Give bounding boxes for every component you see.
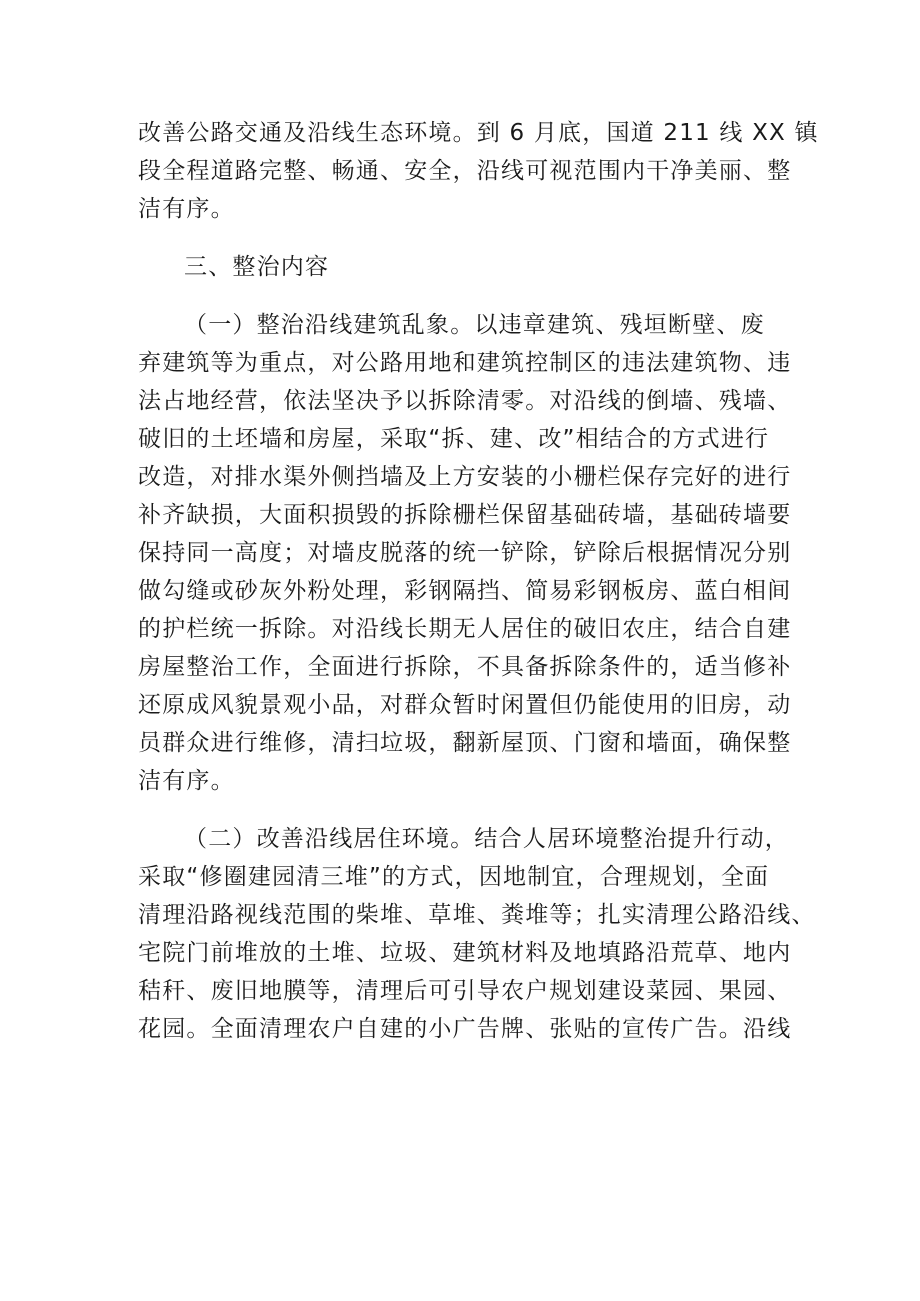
text-line: 采取“修圈建园清三堆”的方式，因地制宜，合理规划，全面	[138, 864, 770, 890]
text-line: 补齐缺损，大面积损毁的拆除栅栏保留基础砖墙，基础砖墙要	[138, 502, 792, 528]
paragraph-continuation	[138, 114, 819, 228]
text-line: 的护栏统一拆除。对沿线长期无人居住的破旧农庄，结合自建	[138, 616, 792, 642]
text-line: 宅院门前堆放的土堆、垃圾、建筑材料及地填路沿荒草、地内	[138, 940, 792, 966]
text-line: 保持同一高度；对墙皮脱落的统一铲除，铲除后根据情况分别	[138, 540, 792, 566]
text-line: 还原成风貌景观小品，对群众暂时闲置但仍能使用的旧房，动	[138, 692, 792, 718]
text-line: 破旧的土坯墙和房屋，采取“拆、建、改”相结合的方式进行	[138, 426, 770, 452]
text-line: 清理沿路视线范围的柴堆、草堆、粪堆等；扎实清理公路沿线、	[138, 902, 816, 928]
text-line: 房屋整治工作，全面进行拆除，不具备拆除条件的，适当修补	[138, 654, 792, 680]
document-page	[138, 114, 819, 1068]
paragraph-building-rectification	[138, 306, 810, 800]
text-line: 改善公路交通及沿线生态环境。到 6 月底，国道 211 线 XX 镇	[138, 120, 819, 146]
section-heading	[138, 248, 810, 286]
text-line: 员群众进行维修，清扫垃圾，翻新屋顶、门窗和墙面，确保整	[138, 730, 792, 756]
text-line: （一）整治沿线建筑乱象。以违章建筑、残垣断壁、废	[184, 312, 765, 338]
heading-text: 三、整治内容	[184, 254, 330, 280]
text-line: 改造，对排水渠外侧挡墙及上方安装的小栅栏保存完好的进行	[138, 464, 792, 490]
paragraph-living-environment	[138, 820, 816, 1048]
text-line: 秸秆、废旧地膜等，清理后可引导农户规划建设菜园、果园、	[138, 978, 792, 1004]
text-line: 做勾缝或砂灰外粉处理，彩钢隔挡、简易彩钢板房、蓝白相间	[138, 578, 792, 604]
text-line: （二）改善沿线居住环境。结合人居环境整治提升行动，	[184, 826, 789, 852]
text-line: 洁有序。	[138, 768, 235, 794]
text-line: 弃建筑等为重点，对公路用地和建筑控制区的违法建筑物、违	[138, 350, 792, 376]
text-line: 段全程道路完整、畅通、安全，沿线可视范围内干净美丽、整	[138, 158, 792, 184]
text-line: 花园。全面清理农户自建的小广告牌、张贴的宣传广告。沿线	[138, 1016, 792, 1042]
text-line: 法占地经营，依法坚决予以拆除清零。对沿线的倒墙、残墙、	[138, 388, 792, 414]
text-line: 洁有序。	[138, 196, 235, 222]
